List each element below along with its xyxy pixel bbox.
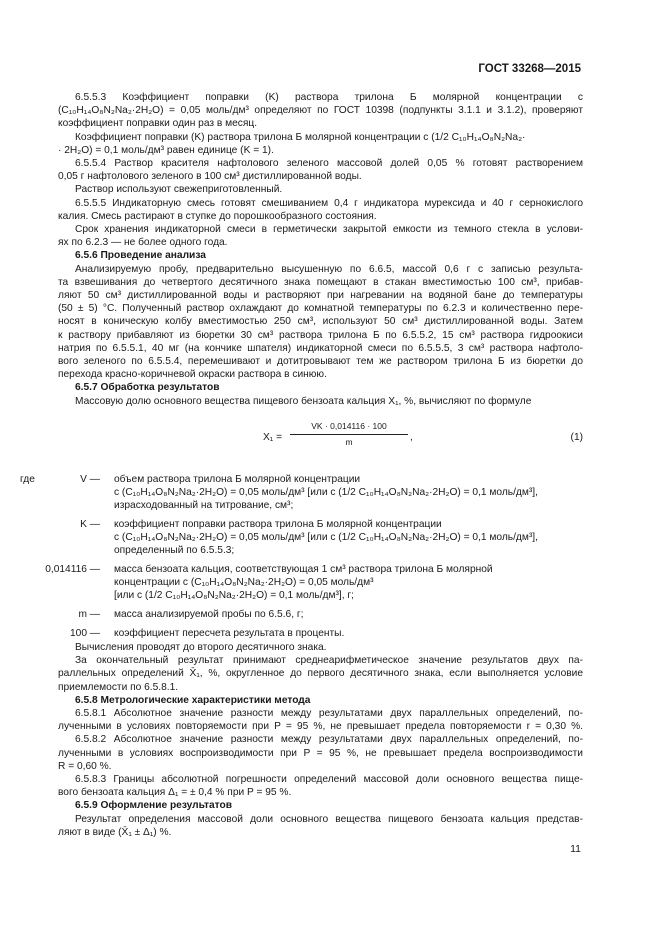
text-line: носят в коническую колбу вместимостью 250 см³, используют 50 см³ дистиллированной воды. Затем <box>58 316 583 328</box>
text-line: к раствору прибавляют из бюретки 30 см³ раствора трилона Б по 6.5.5.2, 15 см³ раствора гидроокиси <box>58 329 583 341</box>
definition-row <box>20 518 583 557</box>
definition-text: объем раствора трилона Б молярной концентрации <box>114 474 361 485</box>
text-line: Массовую долю основного вещества пищевого бензоата кальция X₁, %, вычисляют по формуле <box>75 395 532 407</box>
formula-lhs: X₁ = <box>263 432 283 443</box>
text-line: вого зеленого по 6.5.5.4, перемешивают и дотитровывают тем же раствором трилона Б из бюретки до <box>58 356 583 367</box>
text-line: (50 ± 5) °С. Полученный раствор охлаждают до комнатной температуры по 6.2.3 и количественно пере- <box>58 303 583 315</box>
text-line: (C₁₀H₁₄O₈N₂Na₂·2H₂O) = 0,05 моль/дм³ определяют по ГОСТ 10398 (подпункты 3.1.1 и 3.1.2), проверяют <box>58 105 583 117</box>
text-line: Раствор используют свежеприготовленный. <box>75 184 283 196</box>
text-line: калия. Смесь растирают в ступке до порошкообразного состояния. <box>58 210 377 222</box>
definition-row <box>20 563 583 602</box>
definition-symbol: V — <box>80 474 100 485</box>
definition-text: определенный по 6.5.5.3; <box>114 545 235 556</box>
text-line: лученными в условиях повторяемости при P = 95 %, не превышает предела повторяемости r = 0,30 %. <box>58 721 583 733</box>
definition-symbol: K — <box>80 519 100 530</box>
text-line: Анализируемую пробу, предварительно высушенную по 6.6.5, массой 0,6 г с записью результа- <box>75 263 583 275</box>
definition-text: c (C₁₀H₁₄O₈N₂Na₂·2H₂O) = 0,05 моль/дм³ [или c (1/2 C₁₀H₁₄O₈N₂Na₂·2H₂O) = 0,1 моль/дм³], <box>114 532 538 543</box>
definition-text: концентрации c (C₁₀H₁₄O₈N₂Na₂·2H₂O) = 0,05 моль/дм³ <box>114 577 374 588</box>
text-line: 6.5.8.3 Границы абсолютной погрешности определений массовой доли основного вещества пище- <box>75 774 583 785</box>
text-line: 6.5.8.1 Абсолютное значение разности между результатами двух параллельных определений, по- <box>75 708 583 719</box>
formula-fraction <box>290 421 408 447</box>
definition-symbol: m — <box>78 609 100 620</box>
definition-text: коэффициент пересчета результата в проценты. <box>114 628 345 639</box>
text-line: 6.5.9 Оформление результатов <box>75 800 233 812</box>
definition-row <box>20 473 583 512</box>
formula-suffix: , <box>410 432 413 443</box>
definition-row <box>20 608 583 621</box>
definition-text: c (C₁₀H₁₄O₈N₂Na₂·2H₂O) = 0,05 моль/дм³ [или c (1/2 C₁₀H₁₄O₈N₂Na₂·2H₂O) = 0,1 моль/дм³], <box>114 487 538 498</box>
standard-header: ГОСТ 33268—2015 <box>478 63 581 75</box>
definition-symbol: 100 — <box>69 628 100 639</box>
definition-text: израсходованный на титрование, см³; <box>114 500 294 511</box>
text-line: Коэффициент поправки (K) раствора трилона Б молярной концентрации c (1/2 C₁₀H₁₄O₈N₂Na₂· <box>75 131 526 143</box>
text-line: приемлемости по 6.5.8.1. <box>58 681 179 693</box>
text-line: 6.5.5.4 Раствор красителя нафтолового зеленого массовой долей 0,05 % готовят растворением <box>75 158 583 169</box>
definition-text: масса анализируемой пробы по 6.5.6, г; <box>114 609 304 620</box>
text-line: 6.5.6 Проведение анализа <box>75 250 206 262</box>
text-line: 6.5.5.3 Коэффициент поправки (K) раствора трилона Б молярной концентрации c <box>75 92 583 103</box>
text-line: 6.5.5.5 Индикаторную смесь готовят смешиванием 0,4 г индикатора мурексида и 40 г сернокислого <box>75 197 583 209</box>
text-line: перехода красно-коричневой окраски раствора в синюю. <box>58 369 327 381</box>
definition-row <box>20 627 583 640</box>
text-line: ях по 6.2.3 — не более одного года. <box>58 237 228 249</box>
variable-definitions <box>20 473 583 646</box>
text-line: R = 0,60 %. <box>58 760 112 772</box>
text-line: вого бензоата кальция Δ₁ = ± 0,4 % при P = 95 %. <box>58 787 292 799</box>
text-line: коэффициент поправки один раз в месяц. <box>58 118 258 130</box>
definition-symbol: 0,014116 — <box>45 564 100 575</box>
fraction-bar <box>290 434 408 435</box>
text-line: раллельных определений X̄₁, %, округленное до первого десятичного знака, если выполняется условие <box>58 668 583 680</box>
definition-text: [или c (1/2 C₁₀H₁₄O₈N₂Na₂·2H₂O) = 0,1 моль/дм³], г; <box>114 590 354 601</box>
text-line: 6.5.8 Метрологические характеристики метода <box>75 694 311 706</box>
text-line: 6.5.7 Обработка результатов <box>75 382 220 394</box>
where-label: где <box>20 474 35 485</box>
text-line: Результат определения массовой доли основного вещества пищевого бензоата кальция представ- <box>75 813 583 825</box>
definition-text: масса бензоата кальция, соответствующая 1 см³ раствора трилона Б молярной <box>114 564 493 575</box>
text-line: лученными в условиях воспроизводимости при P = 95 %, не превышает предела воспроизводимости <box>58 747 583 759</box>
formula-denominator: m <box>345 437 353 447</box>
definition-text: коэффициент поправки раствора трилона Б молярной концентрации <box>114 519 442 530</box>
text-line: та взвешивания до четвертого десятичного знака помещают в стакан вместимостью 100 см³, прибав- <box>58 276 583 288</box>
page-number: 11 <box>570 843 581 855</box>
formula-numerator: VK · 0,014116 · 100 <box>311 421 387 431</box>
formula-1 <box>58 421 583 455</box>
text-line: ляют в виде (X̄₁ ± Δ₁) %. <box>58 826 172 838</box>
text-line: За окончательный результат принимают среднеарифметическое значение результатов двух па- <box>75 655 583 667</box>
formula-number: (1) <box>570 432 583 443</box>
text-line: ляют 50 см³ дистиллированной воды и растворяют при нагревании на водяной бане до температуры <box>58 290 583 301</box>
text-line: · 2H₂O) = 0,1 моль/дм³ равен единице (K = 1). <box>58 144 274 156</box>
text-line: Вычисления проводят до второго десятичного знака. <box>75 642 327 653</box>
text-line: Срок хранения индикаторной смеси в герметически закрытой емкости из темного стекла в услови- <box>75 224 583 235</box>
text-line: 0,05 г нафтолового зеленого в 100 см³ дистиллированной воды. <box>58 171 362 183</box>
text-line: натрия по 6.5.5.1, 40 мг (на кончике шпателя) индикаторной смеси по 6.5.5.5, 3 см³ раствора нафтоло- <box>58 342 583 354</box>
text-line: 6.5.8.2 Абсолютное значение разности между результатами двух параллельных определений, по- <box>75 734 583 746</box>
